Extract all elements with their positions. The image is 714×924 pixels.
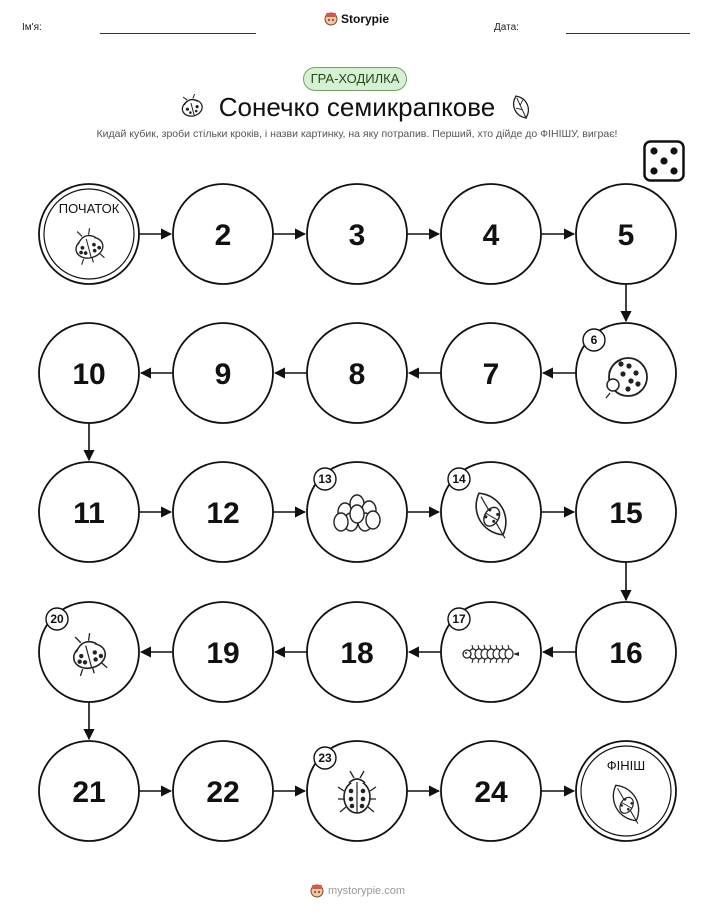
board-cell-3[interactable] [307, 184, 407, 284]
brand-name: Storypie [341, 12, 390, 26]
cell-number: 19 [206, 637, 240, 670]
cell-number-badge [314, 747, 336, 769]
board-cell-7[interactable] [441, 323, 541, 423]
cell-number-badge [583, 329, 605, 351]
board-cell-2[interactable] [173, 184, 273, 284]
cell-number: 12 [206, 497, 240, 530]
board-cell-20[interactable] [39, 602, 139, 702]
cell-number: 8 [348, 358, 366, 391]
board-cell-23[interactable] [307, 741, 407, 841]
cell-number: 22 [206, 776, 240, 809]
board-cell-5[interactable] [576, 184, 676, 284]
board-cell-19[interactable] [173, 602, 273, 702]
game-type-badge: ГРА-ХОДИЛКА [303, 67, 407, 91]
start-label: ПОЧАТОК [58, 201, 120, 216]
cell-number: 15 [609, 497, 643, 530]
cell-number: 24 [474, 776, 508, 809]
cell-number: 16 [609, 637, 643, 670]
cell-number: 13 [318, 472, 332, 486]
board-cell-15[interactable] [576, 462, 676, 562]
mascot-icon [310, 884, 324, 898]
board-cell-8[interactable] [307, 323, 407, 423]
cell-number: 2 [214, 219, 232, 252]
board-cell-6[interactable] [576, 323, 676, 423]
cell-number-badge [448, 468, 470, 490]
cell-number: 9 [214, 358, 232, 391]
board-cell-18[interactable] [307, 602, 407, 702]
cell-number: 21 [72, 776, 106, 809]
footer [310, 884, 405, 898]
board-cell-17[interactable] [441, 602, 541, 702]
cell-number: 10 [72, 358, 106, 391]
finish-label: ФІНІШ [606, 758, 646, 773]
board-cell-9[interactable] [173, 323, 273, 423]
name-label: Ім'я: [22, 22, 42, 33]
board-cell-16[interactable] [576, 602, 676, 702]
cell-number-badge [314, 468, 336, 490]
cell-number: 6 [590, 333, 598, 347]
cell-number: 3 [348, 219, 366, 252]
board-cell-24[interactable] [441, 741, 541, 841]
board-cell-4[interactable] [441, 184, 541, 284]
cell-number-badge [46, 608, 68, 630]
cell-number: 14 [452, 472, 466, 486]
cell-number: 4 [482, 219, 500, 252]
cell-number: 5 [617, 219, 635, 252]
cell-number: 11 [73, 497, 105, 530]
board-cell-12[interactable] [173, 462, 273, 562]
cell-number-badge [448, 608, 470, 630]
board-cell-14[interactable] [441, 462, 541, 562]
board-cell-21[interactable] [39, 741, 139, 841]
cell-number: 17 [452, 612, 466, 626]
board-cell-1[interactable] [39, 184, 139, 284]
cell-number: 7 [482, 358, 500, 391]
board-cell-25[interactable] [576, 741, 676, 841]
page-title: Сонечко семикрапкове [218, 92, 496, 122]
board-cell-11[interactable] [39, 462, 139, 562]
board-cell-22[interactable] [173, 741, 273, 841]
board-cell-10[interactable] [39, 323, 139, 423]
board-cell-13[interactable] [307, 462, 407, 562]
footer-url[interactable]: mystorypie.com [328, 885, 406, 897]
instructions-text: Кидай кубик, зроби стільки кроків, і назви картинку, на яку потрапив. Перший, хто дійде до ФІНІШУ, виграє! [96, 128, 618, 140]
cell-number: 23 [318, 751, 332, 765]
date-label: Дата: [494, 22, 519, 33]
cell-number: 20 [50, 612, 64, 626]
cell-number: 18 [340, 637, 374, 670]
